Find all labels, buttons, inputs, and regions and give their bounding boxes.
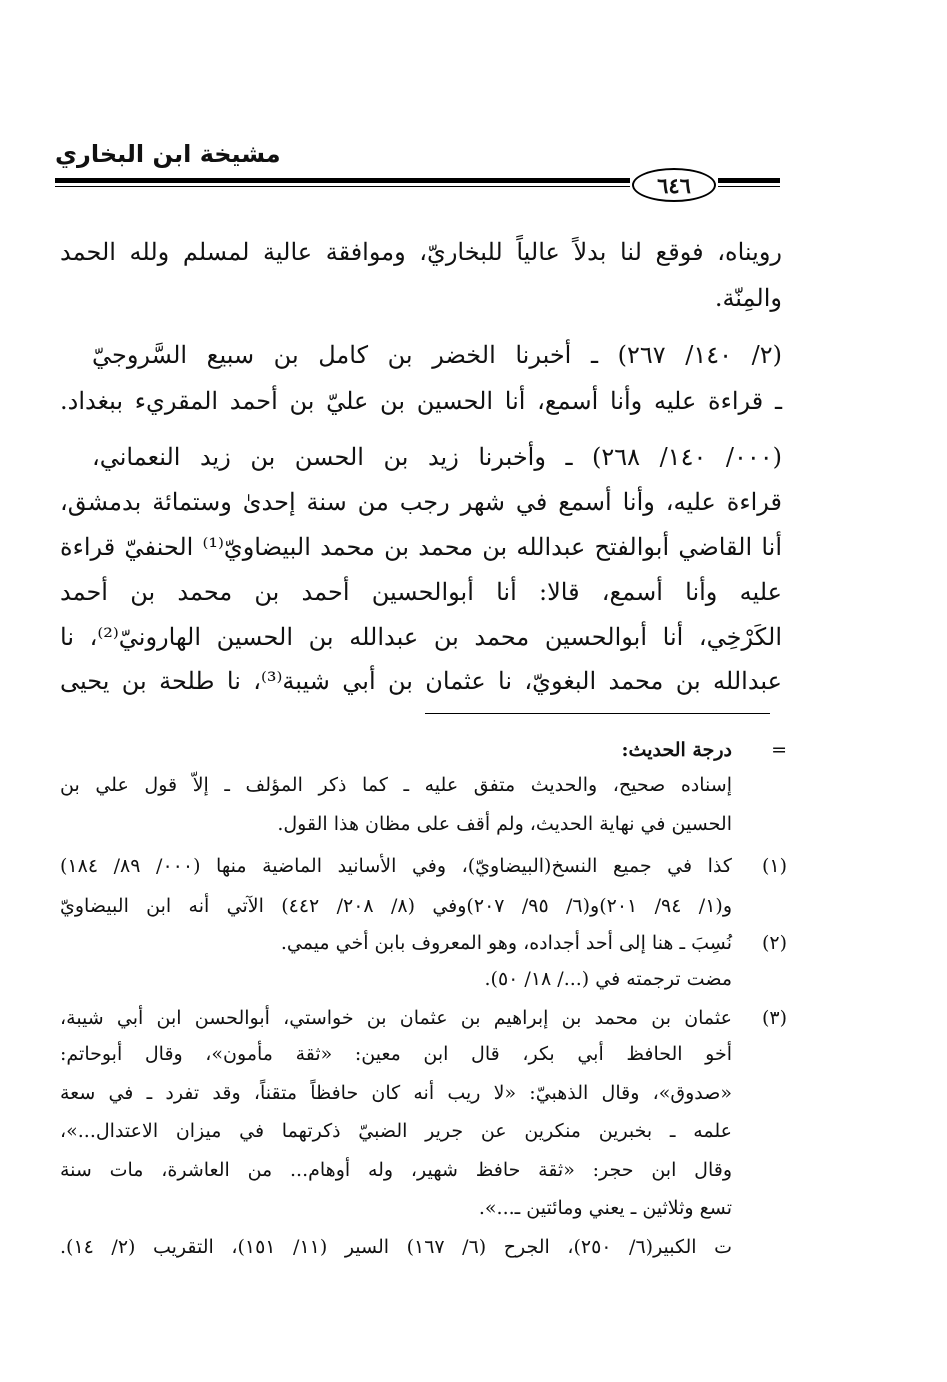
footnote-line: و(١/ ٩٤/ ٢٠١)و(٦/ ٩٥/ ٢٠٧)وفي (٨/ ٢٠٨/ ٤٤٢) الآتي أنه ابن البيضاويّ	[60, 895, 732, 917]
grade-heading: درجة الحديث:	[621, 739, 732, 761]
footnote-line: وقال ابن حجر: «ثقة حافظ شهير، وله أوهام... من العاشرة، مات سنة	[60, 1159, 732, 1181]
text-line: والمِنّة.	[714, 284, 782, 312]
footnote-marker: (١)	[761, 855, 787, 877]
text-line: عليه وأنا أسمع، قالا: أنا أبوالحسين أحمد بن محمد بن أحمد	[60, 578, 782, 606]
header-rule-left	[55, 178, 630, 187]
text-line: (٢/ ١٤٠/ ٢٦٧) ـ أخبرنا الخضر بن كامل بن سبيع السَّروجيّ	[92, 341, 783, 369]
footnote-line: نُسِبَ ـ هنا إلى أحد أجداده، وهو المعروف بابن أخي ميمي.	[280, 932, 732, 954]
page-number: ٦٤٦	[632, 168, 716, 202]
text-line: الكَرْخِي، أنا أبوالحسين محمد بن عبدالله بن الحسين الهارونيّ⁽²⁾، نا	[60, 623, 782, 651]
text-line: أنا القاضي أبوالفتح عبدالله بن محمد بن محمد البيضاويّ⁽¹⁾ الحنفيّ قراءة	[60, 533, 782, 561]
footnote-marker: (٣)	[761, 1007, 787, 1029]
continuation-marker: =	[771, 739, 787, 761]
footnote-line: علمه ـ بخبرين منكرين عن جرير الضبيّ ذكرتهما في ميزان الاعتدال...»،	[60, 1120, 732, 1142]
header-rule-right	[718, 178, 780, 187]
text-line: (٠٠٠/ ١٤٠/ ٢٦٨) ـ وأخبرنا زيد بن الحسن بن زيد النعماني،	[92, 443, 783, 471]
text-line: قراءة عليه، وأنا أسمع في شهر رجب من سنة إحدىٰ وستمائة بدمشق،	[60, 488, 782, 516]
footnote-line: أخو الحافظ أبي بكر، قال ابن معين: «ثقة مأمون»، وقال أبوحاتم:	[60, 1043, 732, 1065]
footnote-line: عثمان بن محمد بن إبراهيم بن عثمان بن خواستي، أبوالحسن ابن أبي شيبة،	[60, 1007, 732, 1029]
footnote-line: إسناده صحيح، والحديث متفق عليه ـ كما ذكر المؤلف ـ إلاّ قول علي بن	[60, 774, 732, 796]
text-line: عبدالله بن محمد البغويّ، نا عثمان بن أبي شيبة⁽³⁾، نا طلحة بن يحيى	[60, 667, 782, 695]
footnote-line: الحسين في نهاية الحديث، ولم أقف على مظان هذا القول.	[277, 813, 732, 835]
footnote-separator	[425, 713, 770, 714]
text-line: ـ قراءة عليه وأنا أسمع، أنا الحسين بن عليّ بن أحمد المقريء ببغداد.	[60, 387, 782, 415]
footnote-marker: (٢)	[761, 932, 787, 954]
footnote-line: مضت ترجمته في (.../ ١٨/ ٥٠).	[484, 968, 732, 990]
footnote-line: ت الكبير(٦/ ٢٥٠)، الجرح (٦/ ١٦٧) السير (١١/ ١٥١)، التقريب (٢/ ١٤).	[60, 1236, 732, 1258]
text-line: رويناه، فوقع لنا بدلاً عالياً للبخاريّ، وموافقة عالية لمسلم ولله الحمد	[60, 238, 782, 266]
book-title: مشيخة ابن البخاري	[55, 140, 281, 168]
footnote-line: كذا في جميع النسخ(البيضاويّ)، وفي الأسانيد الماضية منها (٠٠٠/ ٨٩/ ١٨٤)	[60, 855, 732, 877]
running-header	[55, 140, 780, 200]
footnote-line: «صدوق»، وقال الذهبيّ: «لا ريب أنه كان حافظاً متقناً، وقد تفرد ـ في سعة	[60, 1082, 732, 1104]
footnote-line: تسع وثلاثين ـ يعني ومائتين ـ...».	[478, 1197, 732, 1219]
